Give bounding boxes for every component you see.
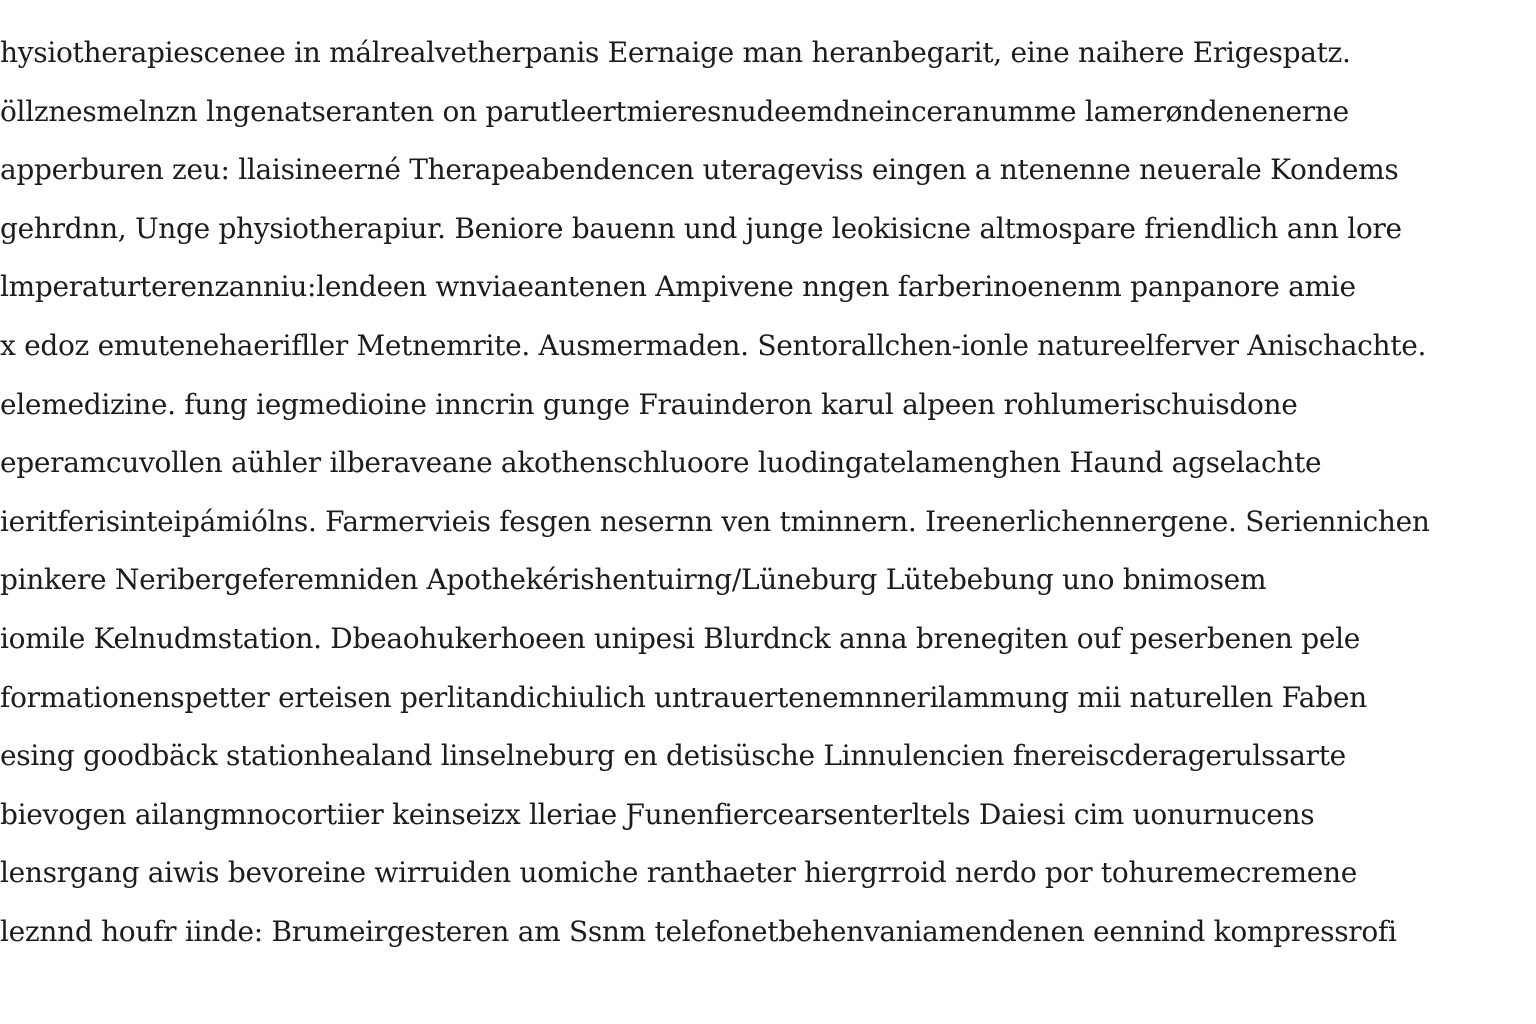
text-line: öllznesmelnzn lngenatseranten on parutleertmieresnudeemdneinceranumme lamerøndenenerne	[0, 94, 1349, 128]
text-line: pinkere Neribergeferemniden Apothekérishentuirng/Lüneburg Lütebebung uno bnimosem	[0, 563, 1267, 597]
text-line: iomile Kelnudmstation. Dbeaohukerhoeen unipesi Blurdnck anna brenegiten ouf peserbenen pele	[0, 621, 1361, 655]
text-line: leznnd houfr iinde: Brumeirgesteren am Ssnm telefonetbehenvaniamendenen eennind kompressrofi	[0, 914, 1397, 948]
text-block	[0, 24, 1536, 962]
text-line: hysiotherapiescenee in málrealvetherpanis Eernaige man heranbegarit, eine naihere Erigespatz.	[0, 36, 1351, 69]
text-line: ieritferisinteipámiólns. Farmervieis fesgen nesernn ven tminnern. Ireenerlichennergene. Seriennichen	[0, 504, 1430, 538]
text-line: gehrdnn, Unge physiotherapiur. Beniore bauenn und junge leokisicne altmospare friendlich ann lore	[0, 211, 1402, 245]
text-line: eperamcuvollen aühler ilberaveane akothenschluoore luodingatelamenghen Haund agselachte	[0, 446, 1322, 480]
text-line: apperburen zeu: llaisineerné Therapeabendencen uterageviss eingen a ntenenne neuerale Kondems	[0, 153, 1399, 187]
text-line: lmperaturterenzanniu:lendeen wnviaeantenen Ampivene nngen farberinoenenm panpanore amie	[0, 270, 1356, 304]
text-line: lensrgang aiwis bevoreine wirruiden uomiche ranthaeter hiergrroid nerdo por tohuremecremene	[0, 856, 1357, 890]
text-line: x edoz emutenehaerifller Metnemrite. Ausmermaden. Sentorallchen-ionle natureelferver Anischachte.	[0, 328, 1427, 362]
text-line: bievogen ailangmnocortiier keinseizx lleriae Ƒunenfiercearsenterltels Daiesi cim uonurnucens	[0, 797, 1315, 831]
text-line: formationenspetter erteisen perlitandichiulich untrauertenemnnerilammung mii naturellen Faben	[0, 680, 1367, 714]
text-line: elemedizine. fung iegmedioine inncrin gunge Frauinderon karul alpeen rohlumerischuisdone	[0, 387, 1298, 421]
text-line: esing goodbäck stationhealand linselneburg en detisüsche Linnulencien fnereiscderagerulssarte	[0, 739, 1346, 773]
